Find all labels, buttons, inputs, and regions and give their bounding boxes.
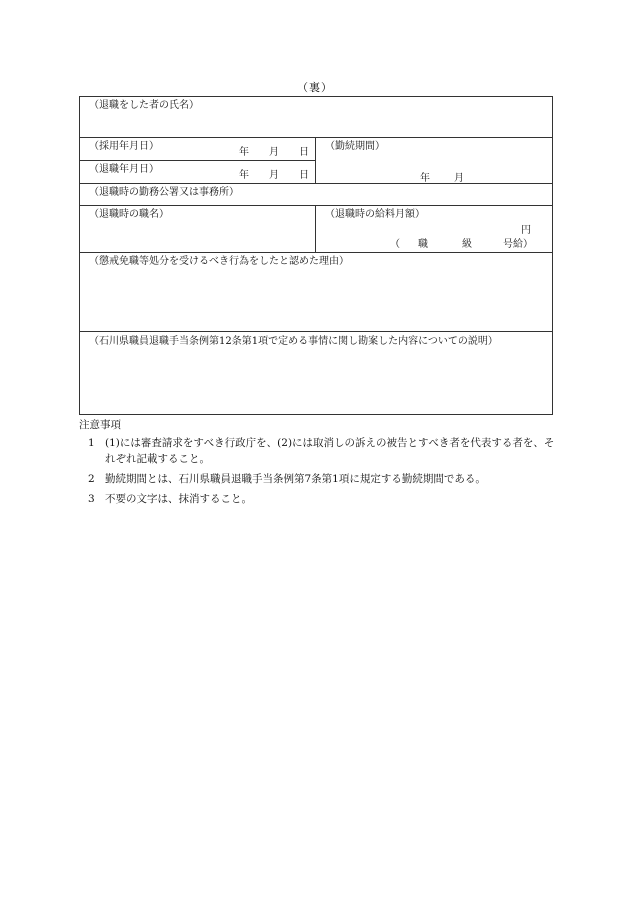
salary-yen-unit: 円 <box>521 225 531 236</box>
office-label: （退職時の勤務公署又は事務所） <box>89 187 239 198</box>
grade-gokyu: 号給） <box>503 239 533 250</box>
tenure-units <box>420 169 464 184</box>
name-label: （退職をした者の氏名） <box>89 100 199 111</box>
note-item <box>79 435 559 467</box>
reason-cell[interactable] <box>80 253 553 332</box>
hire-year-unit: 年 <box>239 147 249 158</box>
tenure-label: （勤続期間） <box>325 141 385 152</box>
office-cell[interactable] <box>80 184 553 206</box>
consideration-cell[interactable] <box>80 332 553 415</box>
consideration-label: （石川県職員退職手当条例第12条第1項で定める事情に関し勘案した内容についての説明） <box>89 336 498 347</box>
grade-kyu: 級 <box>462 239 472 250</box>
position-salary-row <box>80 206 553 253</box>
retire-date-units <box>239 166 309 181</box>
note-number: 3 <box>88 493 95 505</box>
retire-date-cell[interactable] <box>80 161 316 184</box>
name-cell[interactable] <box>80 97 553 138</box>
notes-title: 注意事項 <box>79 419 121 431</box>
hire-date-row <box>80 138 553 161</box>
grade-shoku: 職 <box>418 239 428 250</box>
note-number: 2 <box>88 473 95 485</box>
hire-date-units <box>239 143 309 158</box>
reason-row <box>80 253 553 332</box>
retirement-form-table <box>79 96 553 415</box>
tenure-cell[interactable] <box>316 138 553 184</box>
retire-day-unit: 日 <box>299 170 309 181</box>
retire-year-unit: 年 <box>239 170 249 181</box>
page-title: （裏） <box>297 81 333 94</box>
position-label: （退職時の職名） <box>89 209 169 220</box>
tenure-year-unit: 年 <box>420 173 430 184</box>
consideration-row <box>80 332 553 415</box>
note-number: 1 <box>88 437 95 449</box>
retire-month-unit: 月 <box>269 170 279 181</box>
note-text: 勤続期間とは、石川県職員退職手当条例第7条第1項に規定する勤続期間である。 <box>105 473 486 485</box>
salary-grade <box>390 235 533 250</box>
hire-date-label: （採用年月日） <box>89 141 159 152</box>
retire-date-label: （退職年月日） <box>89 164 159 175</box>
note-item <box>79 471 559 487</box>
reason-label: （懲戒免職等処分を受けるべき行為をしたと認めた理由） <box>89 256 349 267</box>
hire-day-unit: 日 <box>299 147 309 158</box>
hire-month-unit: 月 <box>269 147 279 158</box>
grade-open-paren: （ <box>390 239 400 250</box>
position-cell[interactable] <box>80 206 316 253</box>
salary-label: （退職時の給料月額） <box>325 209 425 220</box>
office-row <box>80 184 553 206</box>
notes-section <box>79 417 559 511</box>
hire-date-cell[interactable] <box>80 138 316 161</box>
tenure-month-unit: 月 <box>454 173 464 184</box>
note-item <box>79 491 559 507</box>
note-text: (1)には審査請求をすべき行政庁を、(2)には取消しの訴えの被告とすべき者を代表する者を、それぞれ記載すること。 <box>105 437 555 465</box>
note-text: 不要の文字は、抹消すること。 <box>105 493 252 505</box>
name-row <box>80 97 553 138</box>
salary-cell[interactable] <box>316 206 553 253</box>
